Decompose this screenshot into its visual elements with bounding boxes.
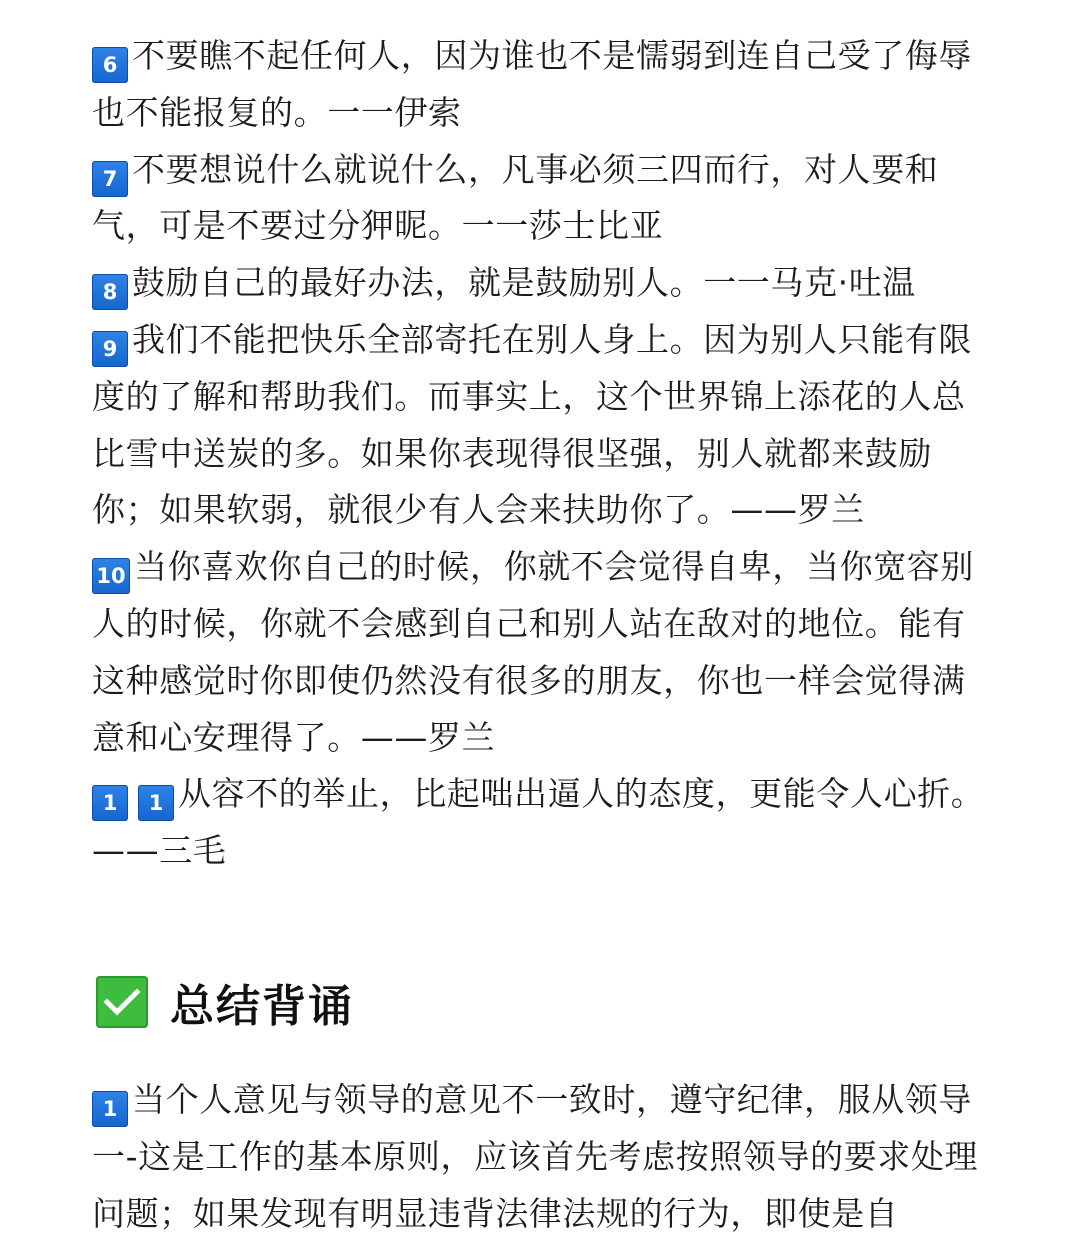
quote-item-10 xyxy=(92,539,992,766)
summary-item-1 xyxy=(92,1072,992,1242)
summary-heading-text: 总结背诵 xyxy=(170,980,354,1032)
summary-heading xyxy=(96,970,992,1034)
check-mark-glyph xyxy=(103,987,141,1017)
number-badge-10: 10 xyxy=(92,558,130,594)
number-badge-8: 8 xyxy=(92,274,128,310)
quote-text-8: 鼓励自己的最好办法，就是鼓励别人。一一马克·吐温 xyxy=(132,263,916,303)
quote-item-6 xyxy=(92,28,992,142)
article-content xyxy=(92,28,992,1242)
quote-text-7: 不要想说什么就说什么，凡事必须三四而行，对人要和气，可是不要过分狎昵。一一莎士比亚 xyxy=(92,149,939,246)
check-mark-icon xyxy=(96,976,148,1028)
quote-text-10: 当你喜欢你自己的时候，你就不会觉得自卑，当你宽容别人的时候，你就不会感到自己和别人站在敌对的地位。能有这种感觉时你即使仍然没有很多的朋友，你也一样会觉得满意和心安理得了。——罗兰 xyxy=(92,547,974,757)
heading-spacer xyxy=(92,1034,992,1072)
summary-number-badge-1: 1 xyxy=(92,1091,128,1127)
quote-text-11: 从容不的举止，比起咄出逼人的态度，更能令人心折。——三毛 xyxy=(92,774,985,871)
number-badge-11-second-digit: 1 xyxy=(138,785,174,821)
summary-text-1: 当个人意见与领导的意见不一致时，遵守纪律，服从领导一-这是工作的基本原则，应该首先考虑按照领导的要求处理问题；如果发现有明显违背法律法规的行为，即使是自 xyxy=(92,1079,979,1233)
quote-item-9 xyxy=(92,312,992,539)
quote-text-9: 我们不能把快乐全部寄托在别人身上。因为别人只能有限度的了解和帮助我们。而事实上，这个世界锦上添花的人总比雪中送炭的多。如果你表现得很坚强，别人就都来鼓励你；如果软弱，就很少有人会来扶助你了。——罗兰 xyxy=(92,319,972,530)
number-badge-7: 7 xyxy=(92,161,128,197)
section-spacer xyxy=(92,880,992,970)
number-badge-11-first-digit: 1 xyxy=(92,785,128,821)
quote-item-11 xyxy=(92,766,992,880)
quote-item-7 xyxy=(92,142,992,256)
quote-text-6: 不要瞧不起任何人，因为谁也不是懦弱到连自己受了侮辱也不能报复的。一一伊索 xyxy=(92,36,972,132)
quote-item-8 xyxy=(92,255,992,312)
number-badge-6: 6 xyxy=(92,47,128,83)
number-badge-9: 9 xyxy=(92,331,128,367)
